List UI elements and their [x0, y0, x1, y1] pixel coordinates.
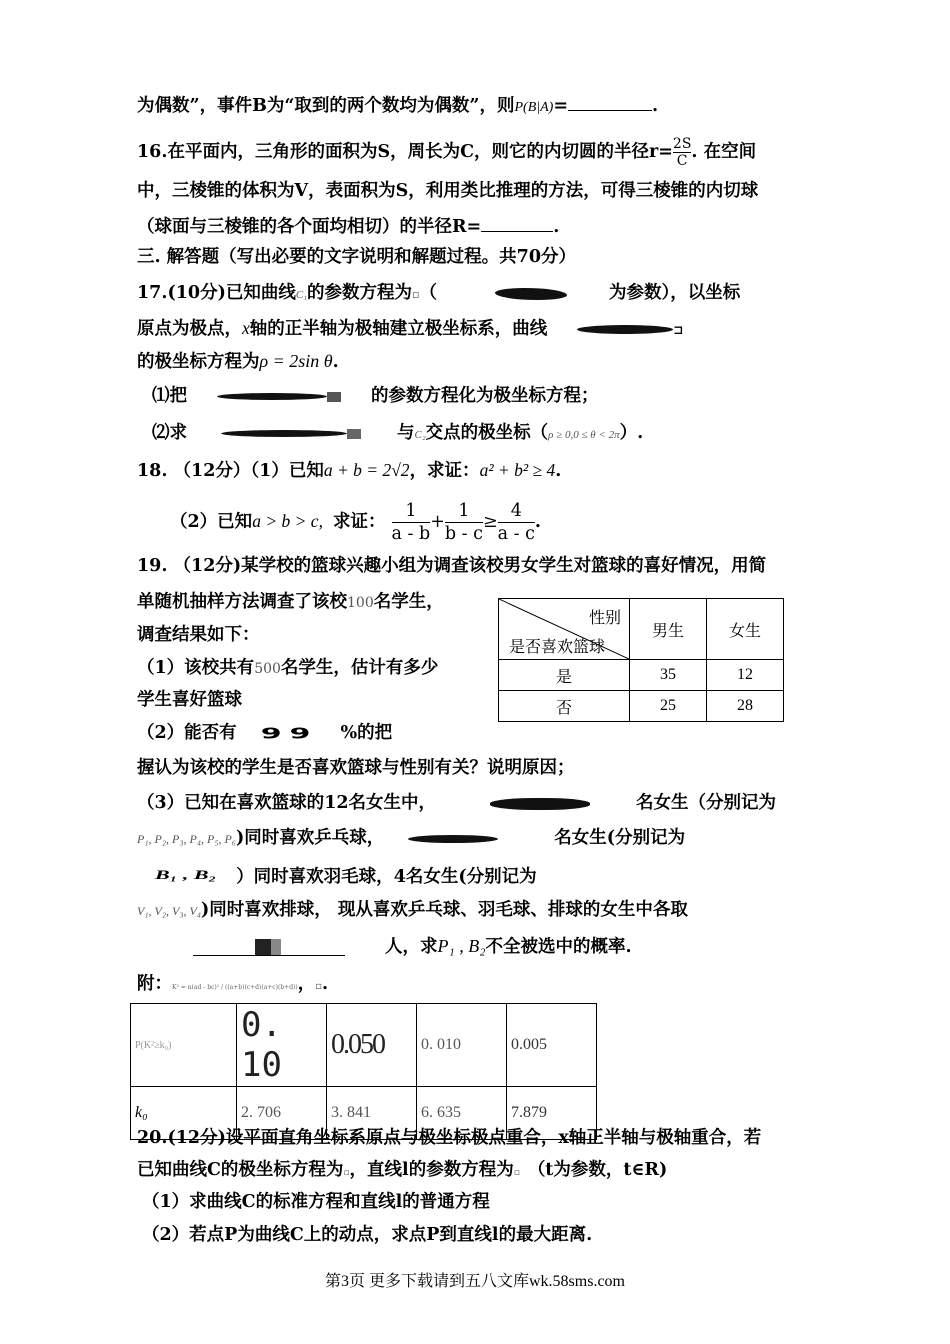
table-row: P(K²≥k₀) 0. 10 0.050 0. 010 0.005 [131, 1004, 597, 1087]
fraction-2: $\frac{1}{b - c}$ [444, 501, 483, 544]
line-15-tail: 为偶数”，事件B为“取到的两个数均为偶数”，则P(B|A)= . [137, 92, 658, 120]
question-18-part2: （2）已知a > b > c, 求证： $\frac{1}{a - b}$ + $\frac{1}{b - c}$ ≥ $\frac{4}{a - c}$ . [170, 501, 541, 544]
question-16-line3: （球面与三棱锥的各个面均相切）的半径R= . [137, 213, 559, 239]
question-16: 16.在平面内，三角形的面积为S，周长为C，则它的内切圆的半径r= $\frac{2S}{C}$ . 在空间 [137, 136, 757, 169]
question-19-line3: 调查结果如下： [137, 625, 260, 645]
chi-square-formula: K² = n(ad - bc)² / ((a+b)(c+d)(a+c)(b+d)) [172, 984, 298, 991]
critical-value-table [130, 1003, 597, 1140]
question-17: 17.(10分)已知曲线C₁的参数方程为▫（ 为参数），以坐标 [137, 283, 741, 303]
question-20-part1: （1）求曲线C的标准方程和直线l的普通方程 [142, 1192, 490, 1212]
fraction-3: $\frac{4}{a - c}$ [497, 501, 535, 544]
conditional-prob: P(B|A) [514, 100, 554, 115]
question-19-part3: （3）已知在喜欢篮球的12名女生中， 名女生（分别记为 [137, 793, 777, 813]
blurred-one-image [193, 939, 345, 956]
question-19-part3-line4: V₁, V₂, V₃, V₄)同时喜欢排球， 现从喜欢乒乓球、羽毛球、排球的女生中各取 [137, 900, 688, 920]
answer-blank [481, 213, 553, 232]
question-17-part1: ⑴把 的参数方程化为极坐标方程； [152, 386, 599, 406]
polar-eq-image: ▫ [343, 1168, 350, 1178]
blurred-formula-image [577, 325, 673, 334]
survey-table [498, 598, 784, 722]
question-17-line2: 原点为极点，x轴的正半轴为极轴建立极坐标系，曲线 ⊐ [137, 318, 684, 339]
table-row: 否 25 28 [499, 691, 784, 722]
question-17-part2: ⑵求 与C₂交点的极坐标（ρ ≥ 0,0 ≤ θ < 2π）. [152, 423, 644, 443]
question-19-part3-line5: 人，求P₁ , B₂不全被选中的概率. [137, 934, 632, 959]
col-male: 男生 [630, 599, 707, 660]
table-row: k₀ 2. 706 3. 841 6. 635 7.879 [131, 1087, 597, 1140]
fraction-2s-c: $\frac{2S}{C}$ [672, 136, 692, 169]
param-eq-image: ▫ [412, 288, 420, 301]
question-19-part2: （2）能否有 99 %的把 [137, 723, 393, 743]
prob-label-cell: P(K²≥k₀) [131, 1004, 237, 1087]
question-19-part1: （1）该校共有500名学生，估计有多少 [137, 658, 439, 678]
question-19: 19. （12分)某学校的篮球兴趣小组为调查该校男女学生对篮球的喜好情况，用简 [137, 556, 767, 576]
page-footer: 第3页 更多下载请到五八文库wk.58sms.com [324, 1273, 625, 1290]
question-18: 18. （12分）（1）已知a + b = 2√2，求证：a² + b² ≥ 4. [137, 460, 562, 481]
b1-b2-image: B₁ , B₂ [155, 867, 217, 882]
question-19-line2: 单随机抽样方法调查了该校100名学生， [137, 592, 444, 612]
line-param-image: ▫ [513, 1168, 520, 1178]
table-row: 是 35 12 [499, 660, 784, 691]
blurred-formula-image [495, 288, 567, 300]
section-three-heading: 三. 解答题（写出必要的文字说明和解题过程。共70分） [137, 247, 577, 267]
question-19-part3-line2: P₁, P₂, P₃, P₄, P₅, P₆)同时喜欢乒乓球， 名女生(分别记为 [137, 828, 686, 848]
col-female: 女生 [707, 599, 784, 660]
blurred-formula-image [221, 430, 347, 437]
question-20-part2: （2）若点P为曲线C上的动点，求点P到直线l的最大距离. [142, 1225, 593, 1245]
blurred-two-image [408, 835, 498, 843]
blurred-formula-image [217, 393, 327, 400]
diagonal-header: 性别 是否喜欢篮球 [499, 599, 630, 660]
question-17-line3: 的极坐标方程为ρ = 2sin θ. [137, 351, 339, 372]
appendix-line: 附：K² = n(ad - bc)² / ((a+b)(c+d)(a+c)(b+d))，▫. [137, 974, 329, 994]
question-20: 20.(12分)设平面直角坐标系原点与极坐标极点重合，x轴正半轴与极轴重合，若 [137, 1128, 762, 1148]
answer-blank [568, 92, 652, 111]
ninety-nine-image: 99 [260, 724, 319, 742]
fraction-1: $\frac{1}{a - b}$ [391, 501, 431, 544]
question-19-part3-line3: B₁ , B₂ ）同时喜欢羽毛球，4名女生(分别记为 [155, 867, 537, 887]
table-row [499, 599, 784, 660]
question-19-part1-line2: 学生喜好篮球 [137, 690, 242, 710]
blurred-six-image [490, 798, 590, 810]
question-20-line2: 已知曲线C的极坐标方程为▫，直线l的参数方程为▫ （t为参数，t∈R) [137, 1160, 668, 1180]
question-16-line2: 中，三棱锥的体积为V，表面积为S，利用类比推理的方法，可得三棱锥的内切球 [137, 181, 759, 201]
question-19-part2-line2: 握认为该校的学生是否喜欢篮球与性别有关？说明原因； [137, 758, 575, 778]
